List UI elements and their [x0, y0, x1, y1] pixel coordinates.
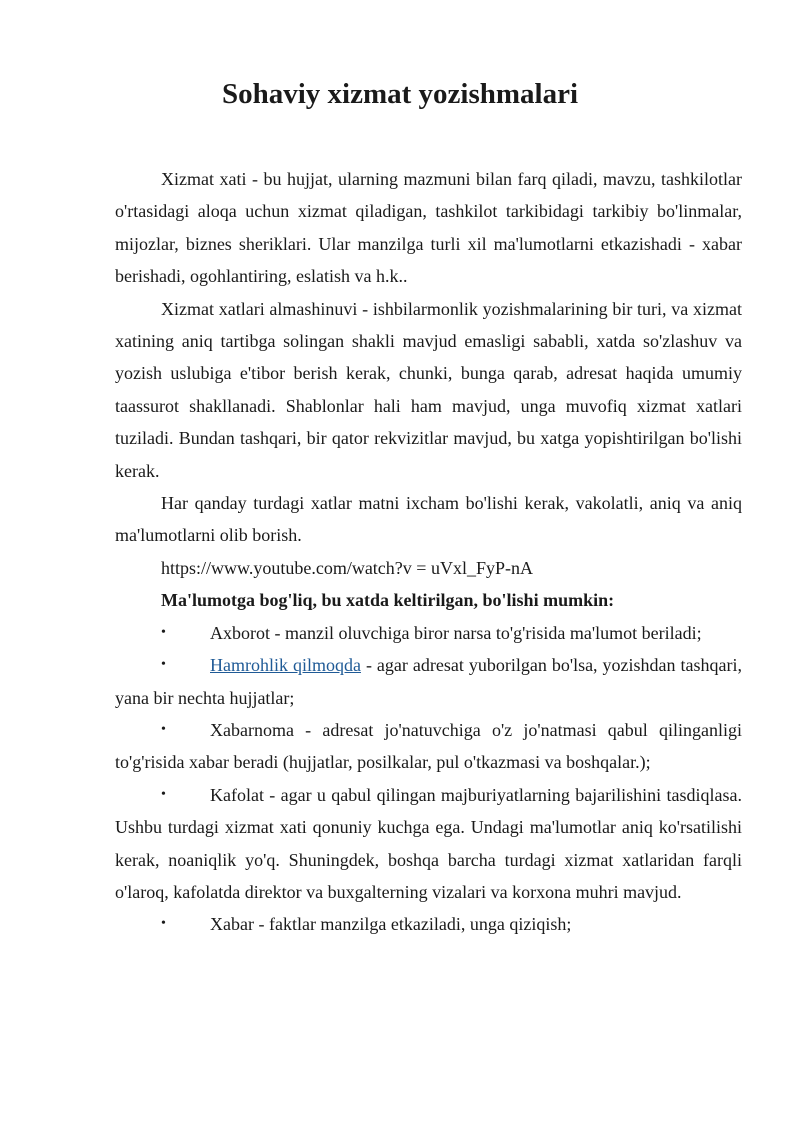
bullet-item-hamrohlik [115, 649, 742, 714]
bullet-item-axborot [115, 617, 742, 649]
paragraph-1: Xizmat xati - bu hujjat, ularning mazmuni bilan farq qiladi, mavzu, tashkilotlar o'rtasidagi aloqa uchun xizmat qiladigan, tashkilot tarkibidagi tarkibiy bo'linmalar, mijozlar, biznes sheriklari. Ular manzilga turli xil ma'lumotlarni etkazishadi - xabar berishadi, ogohlantiring, eslatish va h.k.. [115, 169, 742, 287]
document-body [115, 163, 742, 941]
list-heading: Ma'lumotga bog'liq, bu xatda keltirilgan, bo'lishi mumkin: [161, 590, 615, 611]
bullet-text: Xabarnoma - adresat jo'natuvchiga o'z jo'natmasi qabul qilinganligi to'g'risida xabar beradi (hujjatlar, posilkalar, pul o'tkazmasi va boshqalar.); [115, 719, 742, 773]
url-line: https://www.youtube.com/watch?v = uVxl_FyP-nA [161, 557, 533, 578]
bullet-item-kafolat [115, 779, 742, 909]
bullet-icon: • [161, 624, 166, 640]
paragraph-3: Har qanday turdagi xatlar matni ixcham bo'lishi kerak, vakolatli, aniq va aniq ma'lumotlarni olib borish. [115, 493, 742, 546]
bullet-text: Kafolat - agar u qabul qilingan majburiyatlarning bajarilishini tasdiqlasa. Ushbu turdagi xizmat xati qonuniy kuchga ega. Undagi ma'lumotlar aniq ko'rsatilishi kerak, noaniqlik yo'q. Shuningdek, boshqa barcha turdagi xizmat xatlaridan farqli o'laroq, kafolatda direktor va buxgalterning vizalari va korxona muhri mavjud. [115, 784, 742, 902]
page-title: Sohaviy xizmat yozishmalari [221, 78, 579, 110]
bullet-icon: • [161, 916, 166, 932]
bullet-icon: • [161, 786, 166, 802]
bullet-item-xabarnoma [115, 714, 742, 779]
hamrohlik-link[interactable]: Hamrohlik qilmoqda [210, 655, 361, 676]
bullet-icon: • [161, 657, 166, 673]
bullet-text: Axborot - manzil oluvchiga biror narsa to'g'risida ma'lumot beriladi; [210, 622, 702, 643]
bullet-icon: • [161, 721, 166, 737]
paragraph-2: Xizmat xatlari almashinuvi - ishbilarmonlik yozishmalarining bir turi, va xizmat xatining aniq tartibga solingan shakli mavjud emasligi sababli, xatda so'zlashuv va yozish uslubiga e'tibor berish kerak, chunki, bunga qarab, adresat haqida umumiy taassurot shakllanadi. Shablonlar hali ham mavjud, unga muvofiq xizmat xatlari tuziladi. Bundan tashqari, bir qator rekvizitlar mavjud, bu xatga yopishtirilgan bo'lishi kerak. [115, 298, 742, 481]
bullet-text: Xabar - faktlar manzilga etkaziladi, unga qiziqish; [210, 914, 572, 935]
bullet-item-xabar [115, 908, 742, 940]
bullet-text: - agar adresat yuborilgan bo'lsa, yozishdan tashqari, yana bir nechta hujjatlar; [115, 655, 742, 708]
